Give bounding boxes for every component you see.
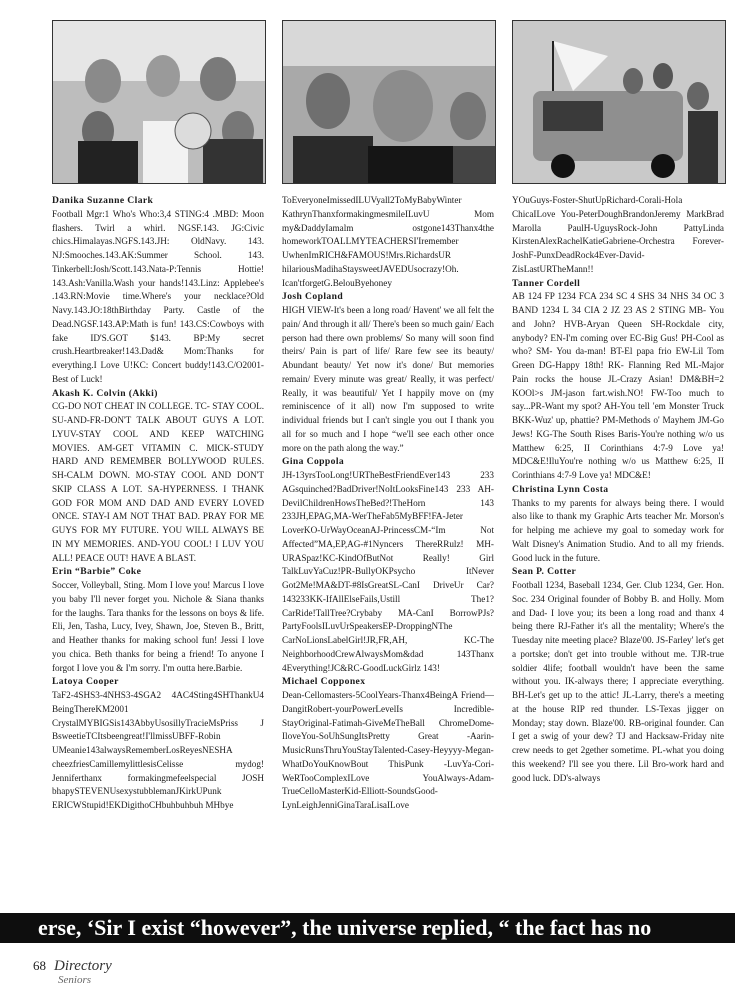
senior-entry bbox=[52, 194, 264, 387]
senior-entry bbox=[512, 277, 724, 483]
senior-message: AB 124 FP 1234 FCA 234 SC 4 SHS 34 NHS 34 OC 3 BAND 1234 L 34 CIA 2 JZ 23 AS 2 STING MB- You and John? HVB-Aryan Queen SH-Rockdale city, anybody? EN-I'm coming over EC-Big Gus! PH-Cool as who? SM- You da-man! BT-El papa frio EW-Lil Tom Green DG-Happy 18th! RK- Flanning Red ML-Major Pain rocks the house JL-Crazy Asian! DM&BH=2 KOOl>s JM-jason fart.wish.NO! FW-Too much to say...PR-Want my spot? AH-You tell 'em Monster Truck BKK-Wuz' up, phattie? PM-Methods o' Mayhem JM-Go Jews! KG-The South Rises Baris-You're nothing w/o us Matthew 6:25, II Corinthians 4:7-9 Love ya! MDC&E!IluYou're nothing w/o us Matthew 6:25, II Corinthians 4:7-9 Love ya! MDC&E! bbox=[512, 291, 724, 480]
senior-name: Latoya Cooper bbox=[52, 676, 119, 688]
senior-message: Dean-Cellomasters-5CoolYears-Thanx4BeingA Friend—DangitRobert-yourPowerLevelIs Incredible-StayOriginal-Fatimah-GiveMeTheBall ChromeDome-IloveYou-SoUhSungItsPretty Great -Aarin-MusicRunsThruYouStayTalented-Casey-Heyyyy-Megan-WhatDoYouKnowBout ThisPunk -LuvYa-Cori-WeRTooComplexILove YouAlways-Adam-TrueCelloMasterKid-Elliott-SoundsGood-LynLeighJenniGinaTaraLisaILove bbox=[282, 690, 494, 810]
senior-entry bbox=[52, 675, 264, 813]
senior-name: Danika Suzanne Clark bbox=[52, 195, 154, 206]
senior-name: Sean P. Cotter bbox=[512, 566, 577, 578]
senior-name: Josh Copland bbox=[282, 291, 344, 303]
page-footer bbox=[33, 957, 112, 975]
senior-entry bbox=[282, 675, 494, 813]
senior-entry bbox=[282, 455, 494, 675]
senior-entry bbox=[512, 483, 724, 566]
senior-message: Soccer, Volleyball, Sting. Mom I love you! Marcus I love you baby I'll never forget you. Nichole & Siana thanks for the laughs. Tara thanks for the lessons on boys & life. Eli, Jen, Tasha, Lucy, Ivey, Shawn, Joe, Steven B., Britt, and Heather thanks for making school fun! Jessi I love you chica. Beth thanks for being a friend! To anyone I forgot I love you & I'm sorry. I'm outta here.Barbie. bbox=[52, 580, 264, 673]
senior-entry-continued bbox=[282, 194, 494, 290]
photo-students-group bbox=[282, 20, 496, 184]
senior-name: Christina Lynn Costa bbox=[512, 483, 609, 495]
page-number: 68 bbox=[33, 958, 46, 973]
section-title: Directory bbox=[54, 958, 112, 974]
photo-van-crowd bbox=[512, 20, 726, 184]
photo-volleyball-team bbox=[52, 20, 266, 184]
senior-message: CG-DO NOT CHEAT IN COLLEGE. TC- STAY COOL. SU-AND-FR-DON'T TALK ABOUT GUYS A LOT. LYUV-STAY COOL AND KEEP WATCHING MOVIES. AM-GET VITAMIN C. MICK-STUDY HARD AND REMEMBER BOLLYWOOD RULES. SH-CALM DOWN. MO-STAY COOL AND DON'T SKIP CLASS A LOT. SA-HYPERNESS. I THANK GOD FOR MOM AND DAD AND EVERY LOVED ONCE. STAY-I AM NOT THAT BAD. PRAY FOR ME GUYS FOR MY FUTURE. YOU WILL ALWAYS BE IN MY MEMORIES. AND-YOU COOL! I LUV YOU ALL! PEACE OUT! HAVE A BLAST. bbox=[52, 401, 264, 563]
senior-entry bbox=[52, 565, 264, 675]
senior-name: Gina Coppola bbox=[282, 456, 345, 468]
senior-entry bbox=[52, 387, 264, 566]
senior-name: Akash K. Colvin (Akki) bbox=[52, 387, 158, 399]
senior-entry bbox=[282, 290, 494, 455]
column-1 bbox=[52, 194, 264, 813]
senior-name: Erin “Barbie” Coke bbox=[52, 566, 142, 578]
senior-name: Tanner Cordell bbox=[512, 277, 581, 289]
senior-message: YOuGuys-Foster-ShutUpRichard-Corali-Hola ChicaILove You-PeterDoughBrandonJeremy MarkBrad Marolla PaulH-UguysRock-John PattyLinda KirstenAlexRachelKatieGabriene-Orchestra Forever-JoshF-PunxDeadRock4Ever-David-ZisLastURTheMann!! bbox=[512, 195, 724, 274]
subsection-title: Seniors bbox=[58, 974, 91, 986]
column-3 bbox=[512, 194, 724, 785]
senior-message: ToEveryoneImissedILUVyall2ToMyBabyWinter KathrynThanxformakingmesmileILuvU Mom my&DaddyIamalm ostgone143Thanx4the homeworkTOALLMYTEACHERSI'Iremember UwhenImRICH&FAMOUS!Mrs.RichardsUR hilariousMadihaStaysweetJAVEDUsocrazy!Oh. Ican'tforgetG.BelouByehoney bbox=[282, 195, 494, 288]
senior-message: Football 1234, Baseball 1234, Ger. Club 1234, Ger. Hon. Soc. 234 Original founder of Bobby B. and Holly. Mom and Dad- I love you; its been a long road and thanx 4 being there RJ-Father it's all the mentality; Where's the Tuesday nite meeting place? Blaze'00. JS-Farley' let's get a portske; don't get into trouble without me. TJR-true soldier 4life; football wouldn't have been the same without you. IK-always there; I appreciate everything. BH-Let's get up to the attic! JL-Larry, there's a meeting at the house RIP red thunder. LS-Texas jigger on Monday; stay down. Blaze'00. RB-original founder. Can I get a swig of your dew? TJ and Hacksaw-Friday nite crew needs to get 2gether sometime. PL-what you doing this weekend? I'll see you there. Lil Bro-work hard and good luck. DD's-always bbox=[512, 580, 724, 783]
senior-message: TaF2-4SHS3-4NHS3-4SGA2 4AC4Sting4SHThankU4 BeingThereKM2001 CrystalMYBIGSis143AbbyUsosillyTracieMsPriss J BsweetieTCItsbeengreat!I'llmissUBFF-Robin UMeanie143alwaysRememberLosReyesNESHA cheezfriesCamillemylittlesisCelisse mydog! Jenniferthanx formakingmefeelspecial JOSH bhapySTEVENUsexystubblemanJKirkUPunk ERICWStupid!EKDigithoCHbuhbuhbuh MHbye bbox=[52, 690, 264, 810]
senior-name: Michael Copponex bbox=[282, 676, 366, 688]
senior-entry bbox=[512, 565, 724, 785]
senior-message: Football Mgr:1 Who's Who:3,4 STING:4 .MBD: Moon flashers. Twirl a whirl. NGSF.143. JG:Civic chics.Himalayas.NGFS.143.JH: OldNavy. 143. NJ:Smooches.143.AK:Summer School. 143. Tinkerbell:Josh/Scott.143.Nata-P:Tennis Hottie! 143.Ash:Vanilla.Wash your hands!143.Linz: Applebee's .143.RN:Movie time.Where's your necklace?Old Navy.143.JO:18thBirthday Party. Castle of the Dead.NGSF.143.AP:Math is fun! 143.CS:Cowboys with fake ID'S.GOT $143. BP:My secret crush.Heartbreaker!143.Dad& Mom:Thanks for everything.I Love U!KC: Concert buddy!143.C/O2001-Best of Luck! bbox=[52, 208, 264, 384]
quote-banner: erse, ‘Sir I exist “however”, the universe replied, “ the fact has no bbox=[0, 913, 735, 943]
column-2 bbox=[282, 194, 494, 813]
senior-message: HIGH VIEW-It's been a long road/ Havent' we all felt the pain/ And through it all/ There's been so much gain/ Each person had there own problems/ So many will soon find theirs/ Pain is part of life/ Rare few see its beauty/ Abundant beauty/ Yet now it's done/ But memories remain/ Every minute was great/ Really, it was perfect/ Really, it was beautiful/ Yet I happily move on (my reminiscence of it all) now I'm supposed to write individual friends but I can't single you out I thank you all for so much and I hope “we'll see each other once more on the path along the way.” bbox=[282, 305, 494, 453]
senior-entry-continued bbox=[512, 194, 724, 277]
senior-message: JH-13yrsTooLong!URTheBestFriendEver143 233 AGsquinched?BadDriver!NoItLooksFine143 233 AH-DevilChildrenHowsTheBed?!TheHorn 143 233JH,EPAG,MA-WerTheFab5MyBFF!FA-Jeter LoverKO-UrWayOceanAJ-PrincessCM-“Im Not Affected”MA,EP,AG-#1Nyncers ThereRRulz! MH-URASpaz!KC-KindOfButNot Really! Girl TalkLuvYaCuz!PR-BullyOKPsycho ItNever Got2Me!MA&DT-#8IsGreatSL-CanI DriveUr Car?143233KK-IfAllElseFails,Ustill The1? CarRide!TallTree?Crybaby MA-CanI BorrowPJs? PartyFoolsILuvUrSpeakersEP-DroppingNThe CarNoLionsLabelGirl!JR,FR,AH, KC-The NeighborhoodCrewAlwaysMom&dad 143Thanx 4Everything!JC&RC-GoodLuckGirlz 143! bbox=[282, 470, 494, 673]
senior-message: Thanks to my parents for always being there. I would also like to thank my Graphic Arts teacher Mr. Morson's for helping me achieve my goal to someday work for Walt Disney's Animation Studio. And to all my friends. Good luck in the future. bbox=[512, 497, 724, 563]
